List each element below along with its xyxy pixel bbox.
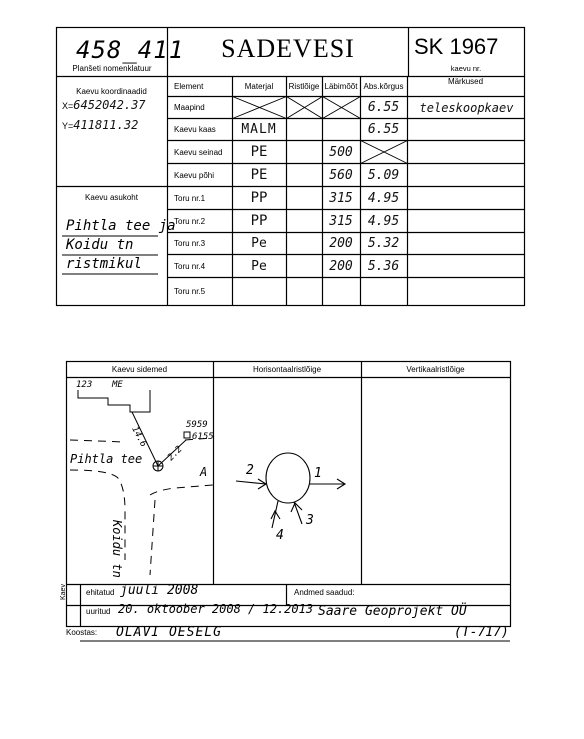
sketch-street-pihtla: Pihtla tee <box>70 452 143 466</box>
sketch-dim-me: ME <box>112 380 123 390</box>
col-header-diameter: Läbimõõt <box>324 82 358 91</box>
data-source-value: Saare Geoprojekt OÜ <box>318 604 467 619</box>
table-row-height: 6.55 <box>367 122 400 137</box>
table-row-diameter: 315 <box>329 190 353 206</box>
table-row-element: Toru nr.1 <box>174 193 206 203</box>
table-row-diameter: 200 <box>329 236 353 251</box>
table-row-material: Pe <box>251 236 267 251</box>
table-row-element: Kaevu põhi <box>174 170 215 180</box>
table-row-material: PE <box>250 167 268 183</box>
table-row-element: Toru nr.2 <box>174 216 206 226</box>
table-row-height: 4.95 <box>367 190 400 206</box>
col3-header: Vertikaalristlõige <box>406 365 465 374</box>
table-row-material: PP <box>250 190 268 206</box>
table-row-diameter: 560 <box>329 167 353 183</box>
sketch-ref-6155: 6155 <box>192 432 214 442</box>
pipe-label-3: 3 <box>306 513 314 528</box>
location-line-3: ristmikul <box>66 256 142 272</box>
compiled-value: OLAVI OESELG <box>116 625 222 640</box>
pipe-label-4: 4 <box>276 528 284 543</box>
sketch-dim-146: 14.6 <box>129 425 149 449</box>
coordinates-label: Kaevu koordinaadid <box>76 87 147 96</box>
col-header-notes: Märkused <box>447 76 484 86</box>
table-row-element: Toru nr.5 <box>174 287 206 296</box>
col-header-element: Element <box>174 82 204 91</box>
data-source-label: Andmed saadud: <box>294 588 355 597</box>
well-code: SK 1967 <box>414 34 499 59</box>
sheet-number: 458_411 <box>76 36 185 64</box>
table-row-element: Maapind <box>174 103 205 112</box>
measured-label: uuritud <box>86 607 111 616</box>
table-row-height: 6.55 <box>367 100 400 115</box>
built-value: juuli 2008 <box>120 583 199 598</box>
footer-side-label: Kaev <box>60 584 67 600</box>
coordinate-x-value: 6452042.37 <box>73 98 146 112</box>
col2-header: Horisontaalristlõige <box>252 365 322 374</box>
measured-value: 20. oktoober 2008 / 12.2013 <box>118 602 314 616</box>
col-header-section: Ristlõige <box>288 82 320 91</box>
location-label: Kaevu asukoht <box>85 193 138 202</box>
table-row-element: Toru nr.4 <box>174 261 206 271</box>
col-header-height: Abs.kõrgus <box>363 82 404 91</box>
coordinate-y-value: 411811.32 <box>73 118 139 132</box>
well-code-label: kaevu nr. <box>450 64 482 73</box>
coordinate-y-prefix: Y= <box>62 121 74 131</box>
table-row-element: Kaevu kaas <box>174 125 216 134</box>
built-label: ehitatud <box>86 588 115 597</box>
table-row-material: PE <box>250 144 268 160</box>
table-row-diameter: 500 <box>329 144 353 160</box>
coordinate-x-prefix: X= <box>62 101 74 111</box>
pipe-label-1: 1 <box>314 466 322 481</box>
table-row-element: Toru nr.3 <box>174 239 206 248</box>
compiled-label: Koostas: <box>66 628 98 637</box>
page-title: SADEVESI <box>221 34 355 63</box>
table-row-height: 5.36 <box>367 258 400 274</box>
table-row-element: Kaevu seinad <box>174 147 223 157</box>
sheet-label: Planšeti nomenklatuur <box>72 64 152 73</box>
location-line-1: Pihtla tee ja <box>66 218 176 234</box>
table-row-height: 5.09 <box>367 167 400 183</box>
footer-code: (T-717) <box>454 625 509 640</box>
table-row-height: 4.95 <box>367 213 400 229</box>
location-line-2: Koidu tn <box>66 237 134 253</box>
table-row-note: teleskoopkaev <box>419 100 514 115</box>
sketch-dim-123: 123 <box>76 380 93 390</box>
sketch-dim-22: 2.2 <box>166 444 185 464</box>
table-row-material: PP <box>250 213 268 229</box>
sketch-street-koidu: Koidu tn <box>110 520 124 578</box>
sketch-letter-a: A <box>200 465 208 479</box>
pipe-label-2: 2 <box>246 463 254 478</box>
table-row-material: MALM <box>241 122 277 137</box>
table-row-height: 5.32 <box>367 236 400 251</box>
table-row-diameter: 315 <box>329 213 353 229</box>
table-row-material: Pe <box>251 258 267 274</box>
sketch-ref-5959: 5959 <box>186 420 208 430</box>
col1-header: Kaevu sidemed <box>111 365 168 374</box>
table-row-diameter: 200 <box>329 258 353 274</box>
col-header-material: Materjal <box>244 82 274 91</box>
